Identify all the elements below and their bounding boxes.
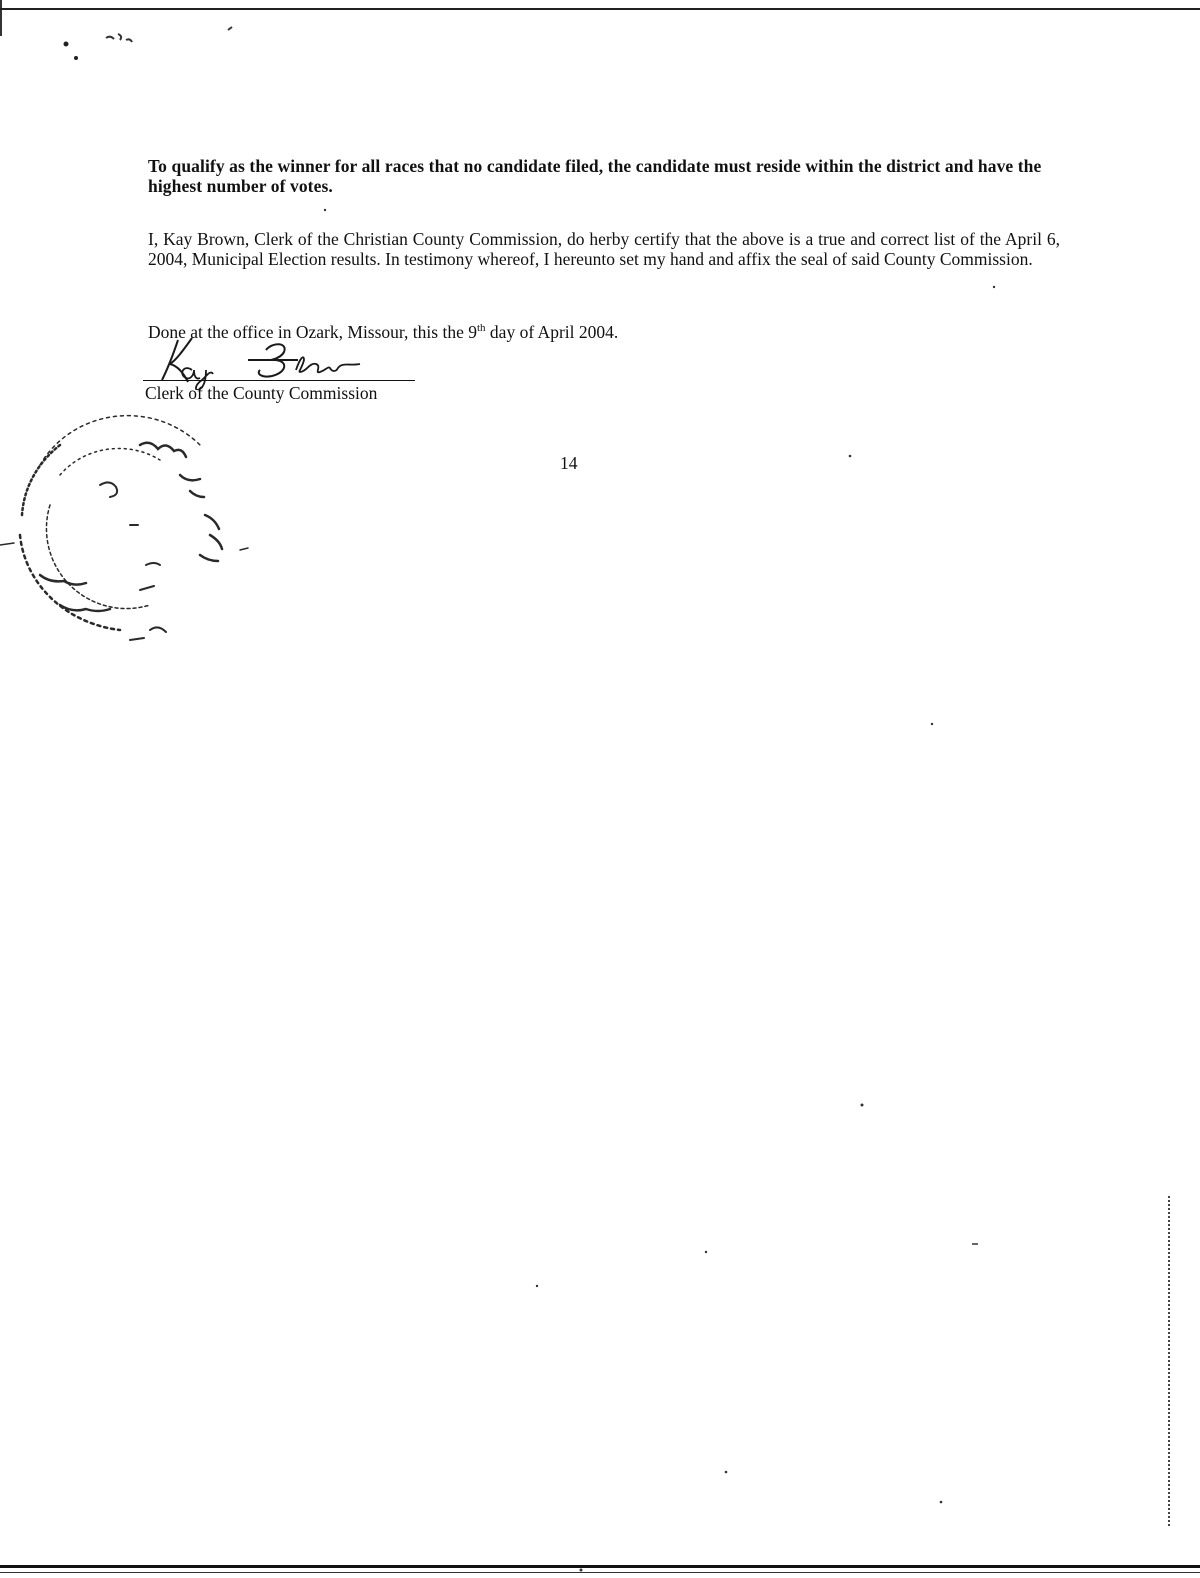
- qualification-paragraph: To qualify as the winner for all races that no candidate filed, the candidate must reside within the district and have the highest number of votes.: [148, 156, 1042, 196]
- handwritten-signature: [148, 330, 418, 390]
- bottom-rule-thin: [0, 1572, 1200, 1573]
- bottom-rule: [0, 1565, 1200, 1568]
- ordinal-suffix: th: [476, 322, 486, 334]
- scan-edge-mark: [0, 0, 2, 36]
- certification-paragraph: I, Kay Brown, Clerk of the Christian County Commission, do herby certify that the above is a true and correct list of the April 6, 2004, Municipal Election results. In testimony whereof, I hereunto set my hand and affix the seal of said County Commission.: [148, 229, 1060, 269]
- signature-caption: Clerk of the County Commission: [145, 383, 378, 403]
- signature-line: [143, 380, 415, 381]
- top-rule: [0, 8, 1200, 10]
- done-at-text: Done at the office in Ozark, Missour, this the 9: [148, 321, 477, 342]
- scan-edge-marks: [1168, 1196, 1172, 1526]
- page-number: 14: [560, 453, 578, 473]
- county-seal-embossed: [0, 405, 260, 645]
- done-at-date: day of April 2004.: [485, 321, 619, 342]
